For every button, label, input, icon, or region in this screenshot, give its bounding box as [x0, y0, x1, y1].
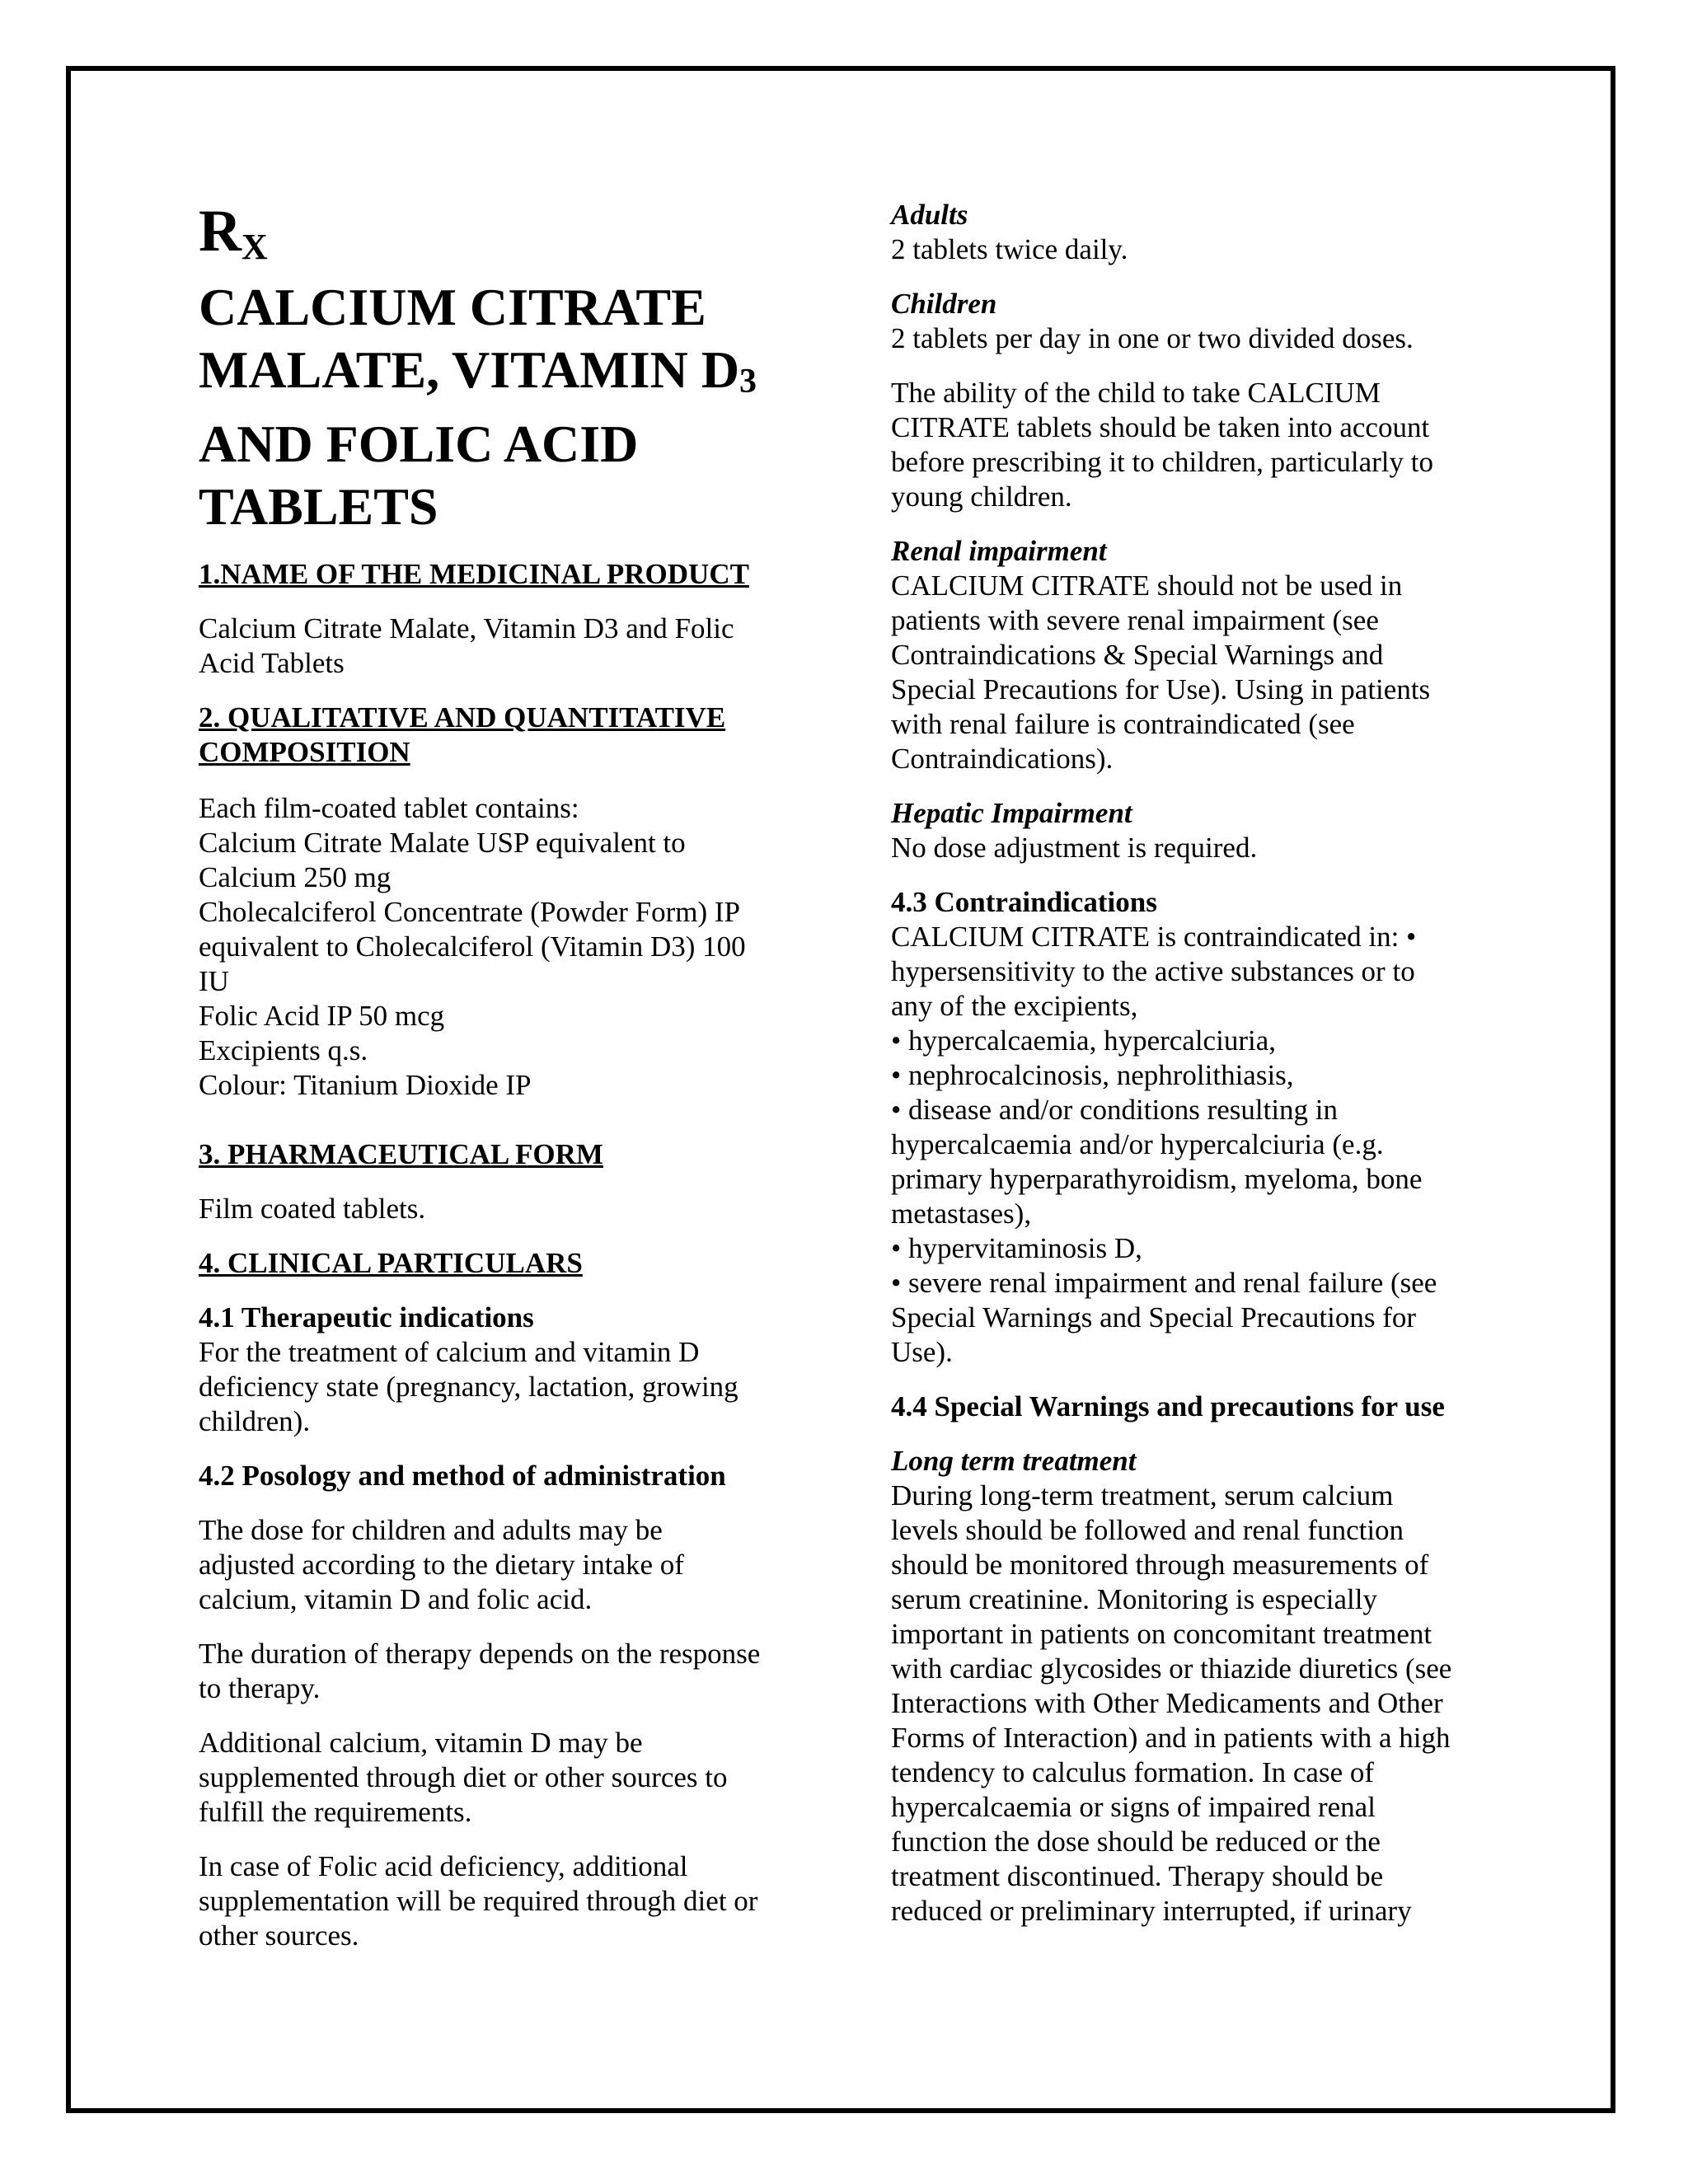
text-line: before prescribing it to children, particularly to: [891, 446, 1433, 478]
text-line: supplementation will be required through diet or: [199, 1885, 758, 1917]
rx-r: R: [199, 198, 241, 264]
text-line: should be monitored through measurements of: [891, 1549, 1429, 1581]
text-line: Each film-coated tablet contains:: [199, 792, 579, 824]
paragraph: [199, 1726, 809, 1830]
section-2: [199, 701, 809, 770]
text-line: other sources.: [199, 1919, 359, 1952]
title-line: AND FOLIC ACID: [199, 415, 639, 473]
text-line: metastases),: [891, 1197, 1032, 1230]
section-4-4: [891, 1390, 1493, 1424]
subsection-heading: 4.2 Posology and method of administration: [199, 1460, 726, 1492]
text-line: The dose for children and adults may be: [199, 1514, 663, 1546]
text-line: reduced or preliminary interrupted, if urinary: [891, 1895, 1412, 1927]
text-line: important in patients on concomitant treatment: [891, 1618, 1432, 1650]
text-line: to therapy.: [199, 1672, 321, 1704]
section-4: [199, 1246, 809, 1281]
text-line: with renal failure is contraindicated (see: [891, 708, 1355, 740]
text-line: Special Warnings and Special Precautions for: [891, 1301, 1417, 1333]
section-3-body: [199, 1192, 809, 1226]
hepatic-block: [891, 796, 1493, 865]
text-line: Colour: Titanium Dioxide IP: [199, 1069, 532, 1101]
adults-block: [891, 198, 1493, 267]
subsection-heading: 4.4 Special Warnings and precautions for use: [891, 1390, 1445, 1422]
section-2-body: [199, 791, 809, 1103]
rx-symbol: [199, 198, 268, 280]
text-line: • nephrocalcinosis, nephrolithiasis,: [891, 1059, 1294, 1091]
text-line: IU: [199, 965, 229, 997]
text-line: Forms of Interaction) and in patients with a high: [891, 1722, 1451, 1754]
text-line: equivalent to Cholecalciferol (Vitamin D3) 100: [199, 930, 746, 963]
text-line: Acid Tablets: [199, 647, 345, 679]
text-line: any of the excipients,: [891, 990, 1138, 1022]
title-line: TABLETS: [199, 477, 438, 536]
text-line: tendency to calculus formation. In case of: [891, 1756, 1375, 1788]
longterm-block: [891, 1444, 1493, 1929]
text-line: Calcium Citrate Malate, Vitamin D3 and Folic: [199, 612, 734, 644]
text-line: with cardiac glycosides or thiazide diuretics (see: [891, 1652, 1452, 1685]
text-line: Folic Acid IP 50 mcg: [199, 1000, 445, 1032]
text-line: levels should be followed and renal function: [891, 1514, 1404, 1546]
text-line: CALCIUM CITRATE is contraindicated in: •: [891, 921, 1417, 953]
section-4-1: [199, 1301, 809, 1439]
text-line: Additional calcium, vitamin D may be: [199, 1727, 643, 1759]
title-line-text: MALATE, VITAMIN D: [199, 340, 740, 399]
text-line: The ability of the child to take CALCIUM: [891, 377, 1381, 409]
section-1-body: [199, 612, 809, 681]
section-heading: 4. CLINICAL PARTICULARS: [199, 1247, 583, 1279]
title-line: CALCIUM CITRATE: [199, 278, 706, 336]
subsection-heading: Long term treatment: [891, 1445, 1137, 1477]
text-line: young children.: [891, 480, 1072, 513]
text-line: hypercalcaemia or signs of impaired renal: [891, 1791, 1376, 1823]
text-line: treatment discontinued. Therapy should be: [891, 1860, 1384, 1892]
section-heading: 1.NAME OF THE MEDICINAL PRODUCT: [199, 558, 749, 590]
section-4-3: [891, 885, 1493, 1370]
text-line: CALCIUM CITRATE should not be used in: [891, 569, 1403, 602]
section-heading: 3. PHARMACEUTICAL FORM: [199, 1138, 603, 1170]
text-line: function the dose should be reduced or the: [891, 1825, 1381, 1858]
text-line: • severe renal impairment and renal failure (see: [891, 1267, 1437, 1299]
text-line: adjusted according to the dietary intake of: [199, 1549, 684, 1581]
text-line: children).: [199, 1405, 311, 1437]
text-line: serum creatinine. Monitoring is especially: [891, 1583, 1377, 1615]
text-line: Use).: [891, 1336, 953, 1368]
text-line: primary hyperparathyroidism, myeloma, bone: [891, 1163, 1423, 1195]
section-heading: COMPOSITION: [199, 736, 410, 768]
subsection-heading: Children: [891, 288, 997, 320]
text-line: 2 tablets per day in one or two divided doses.: [891, 322, 1414, 354]
paragraph: [199, 1637, 809, 1706]
text-line: 2 tablets twice daily.: [891, 233, 1128, 265]
children-block: [891, 287, 1493, 356]
renal-block: [891, 534, 1493, 776]
paragraph: [891, 376, 1493, 514]
text-line: Interactions with Other Medicaments and Other: [891, 1687, 1443, 1719]
text-line: • disease and/or conditions resulting in: [891, 1094, 1339, 1126]
text-line: CITRATE tablets should be taken into account: [891, 411, 1430, 443]
text-line: In case of Folic acid deficiency, additional: [199, 1850, 688, 1882]
text-line: Cholecalciferol Concentrate (Powder Form) IP: [199, 896, 741, 928]
title-subscript: 3: [739, 363, 757, 401]
text-line: • hypervitaminosis D,: [891, 1232, 1142, 1264]
text-line: Film coated tablets.: [199, 1193, 426, 1225]
title-line: [199, 339, 757, 413]
text-line: Contraindications).: [891, 743, 1114, 775]
rx-x: X: [241, 227, 268, 267]
document-title: [199, 276, 757, 538]
section-3: [199, 1137, 809, 1172]
text-line: patients with severe renal impairment (see: [891, 604, 1379, 636]
subsection-heading: Hepatic Impairment: [891, 797, 1132, 829]
text-line: hypercalcaemia and/or hypercalciuria (e.g.: [891, 1128, 1384, 1160]
section-1: [199, 557, 809, 592]
text-line: Contraindications & Special Warnings and: [891, 639, 1384, 671]
text-line: Special Precautions for Use). Using in patients: [891, 673, 1431, 705]
paragraph: [199, 1849, 809, 1953]
text-line: calcium, vitamin D and folic acid.: [199, 1583, 593, 1615]
text-line: fulfill the requirements.: [199, 1796, 472, 1828]
text-line: supplemented through diet or other sources to: [199, 1761, 728, 1793]
text-line: Calcium 250 mg: [199, 861, 392, 893]
section-4-2: [199, 1459, 809, 1493]
subsection-heading: Adults: [891, 199, 968, 231]
text-line: hypersensitivity to the active substances or to: [891, 955, 1415, 987]
text-line: No dose adjustment is required.: [891, 832, 1258, 864]
text-line: The duration of therapy depends on the response: [199, 1638, 761, 1670]
paragraph: [199, 1513, 809, 1617]
section-heading: 2. QUALITATIVE AND QUANTITATIVE: [199, 701, 726, 733]
subsection-heading: 4.3 Contraindications: [891, 886, 1157, 918]
text-line: Excipients q.s.: [199, 1034, 368, 1066]
text-line: For the treatment of calcium and vitamin D: [199, 1336, 700, 1368]
text-line: During long-term treatment, serum calcium: [891, 1479, 1394, 1511]
text-line: • hypercalcaemia, hypercalciuria,: [891, 1024, 1276, 1057]
text-line: deficiency state (pregnancy, lactation, growing: [199, 1371, 738, 1403]
text-line: Calcium Citrate Malate USP equivalent to: [199, 827, 686, 859]
subsection-heading: Renal impairment: [891, 535, 1107, 567]
subsection-heading: 4.1 Therapeutic indications: [199, 1301, 534, 1333]
